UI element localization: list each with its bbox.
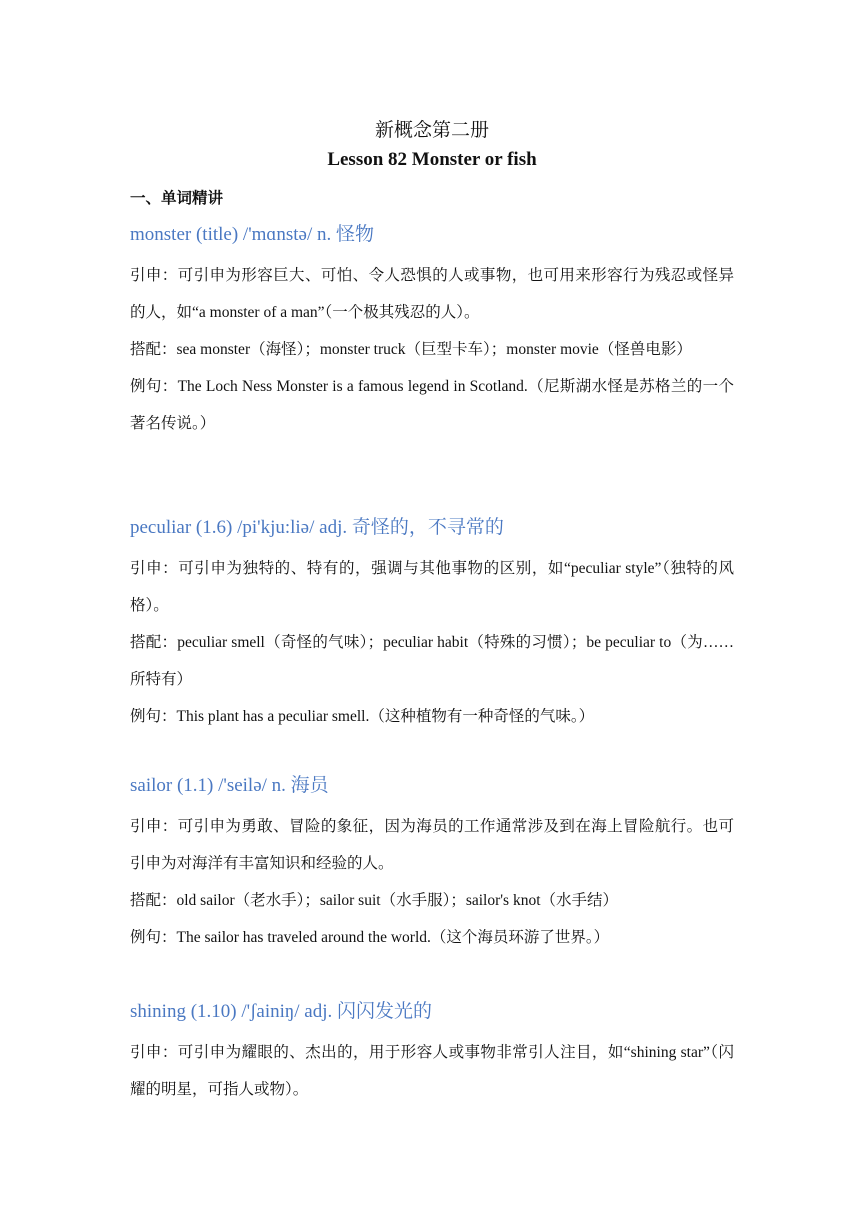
- lesson-title: Lesson 82 Monster or fish: [327, 149, 537, 170]
- entry-example: 例句：The Loch Ness Monster is a famous legend in Scotland.（尼斯湖水怪是苏格兰的一个著名传说。）: [130, 378, 734, 432]
- entry-extension: 引申：可引申为勇敢、冒险的象征，因为海员的工作通常涉及到在海上冒险航行。也可引申为对海洋有丰富知识和经验的人。: [130, 818, 734, 872]
- entry-headword: shining (1.10) /'ʃainiŋ/ adj. 闪闪发光的: [130, 1001, 433, 1022]
- entry-example: 例句：The sailor has traveled around the world.（这个海员环游了世界。）: [130, 929, 610, 946]
- entry-collocations: 搭配：sea monster（海怪）；monster truck（巨型卡车）；monster movie（怪兽电影）: [130, 341, 692, 358]
- entry-extension: 引申：可引申为独特的、特有的，强调与其他事物的区别，如“peculiar style”（独特的风格）。: [130, 560, 734, 614]
- entry-collocations: 搭配：old sailor（老水手）；sailor suit（水手服）；sailor's knot（水手结）: [130, 892, 619, 909]
- section-heading: 一、单词精讲: [130, 190, 224, 207]
- vocab-entry-shining: [130, 1000, 734, 1108]
- vocab-entry-monster: [130, 223, 734, 442]
- entry-extension: 引申：可引申为耀眼的、杰出的，用于形容人或事物非常引人注目，如“shining star”（闪耀的明星，可指人或物）。: [130, 1044, 734, 1098]
- entry-headword: sailor (1.1) /'seilə/ n. 海员: [130, 775, 329, 796]
- vocab-entry-peculiar: [130, 516, 734, 735]
- entry-example: 例句：This plant has a peculiar smell.（这种植物有一种奇怪的气味。）: [130, 708, 595, 725]
- vocab-entry-sailor: [130, 774, 734, 956]
- entry-headword: peculiar (1.6) /pi'kju:liə/ adj. 奇怪的，不寻常的: [130, 517, 504, 538]
- entry-headword: monster (title) /'mɑnstə/ n. 怪物: [130, 224, 374, 245]
- book-title: 新概念第二册: [374, 120, 489, 141]
- entry-extension: 引申：可引申为形容巨大、可怕、令人恐惧的人或事物，也可用来形容行为残忍或怪异的人，如“a monster of a man”（一个极其残忍的人）。: [130, 267, 734, 321]
- entry-collocations: 搭配：peculiar smell（奇怪的气味）；peculiar habit（特殊的习惯）；be peculiar to（为……所特有）: [130, 634, 734, 688]
